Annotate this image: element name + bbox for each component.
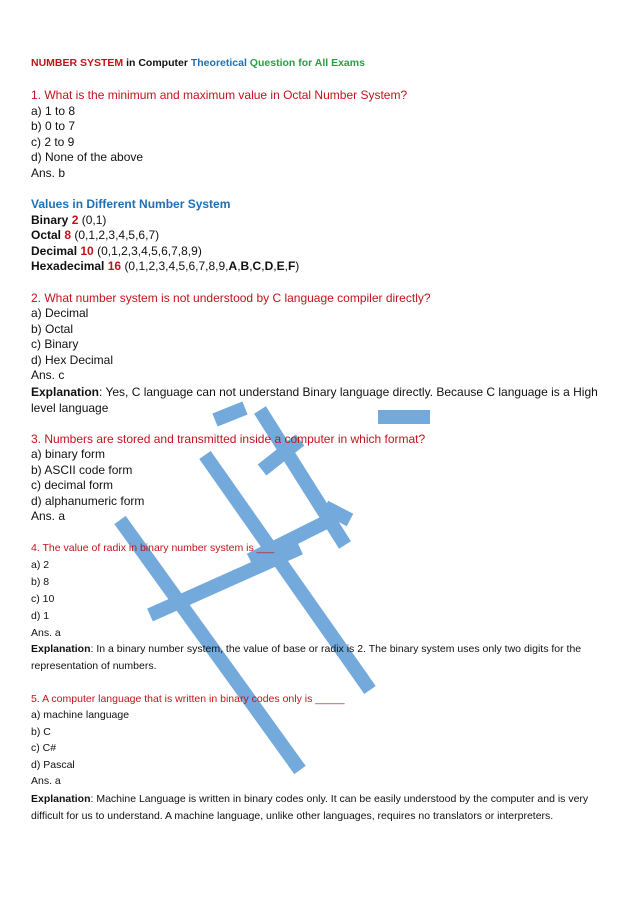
question-4: 4. The value of radix in binary number system is ___ — [31, 542, 275, 554]
hex-letter: B — [240, 259, 250, 273]
q2-option-b: b) Octal — [31, 322, 74, 336]
q3-answer: Ans. a — [31, 509, 66, 523]
q5-option-c: c) C# — [31, 742, 57, 754]
value-base: 2 — [71, 213, 79, 227]
value-digits: (0,1,2,3,4,5,6,7) — [74, 228, 160, 242]
q1-answer: Ans. b — [31, 166, 66, 180]
document-title — [31, 56, 365, 71]
hex-letter: E — [276, 259, 285, 273]
q2-option-c: c) Binary — [31, 337, 79, 351]
explanation-text: : In a binary number system, the value of base or radix is 2. The binary system uses only two digits for the representation of numbers. — [31, 643, 582, 672]
q4-option-d: d) 1 — [31, 610, 50, 622]
q1-option-d: d) None of the above — [31, 150, 144, 164]
explanation-label: Explanation — [31, 385, 100, 399]
q5-option-b: b) C — [31, 726, 51, 738]
explanation-label: Explanation — [31, 643, 91, 655]
value-name: Octal — [31, 228, 62, 242]
q2-option-a: a) Decimal — [31, 306, 89, 320]
value-digits: (0,1,2,3,4,5,6,7,8,9) — [97, 244, 202, 258]
value-base: 10 — [80, 244, 94, 258]
hex-letter: F — [287, 259, 296, 273]
value-base: 8 — [64, 228, 72, 242]
q5-answer: Ans. a — [31, 775, 61, 787]
question-5: 5. A computer language that is written in binary codes only is _____ — [31, 693, 345, 705]
explanation-text: : Yes, C language can not understand Binary language directly. Because C language is a High level language — [31, 385, 598, 415]
q5-option-a: a) machine language — [31, 709, 130, 721]
hex-letter: D — [264, 259, 274, 273]
value-digits: (0,1) — [81, 213, 107, 227]
value-name: Decimal — [31, 244, 78, 258]
title-theoretical: Theoretical — [190, 57, 247, 69]
q4-answer: Ans. a — [31, 627, 61, 639]
hex-letter: A — [228, 259, 238, 273]
title-topic: NUMBER SYSTEM — [31, 57, 124, 69]
q1-option-c: c) 2 to 9 — [31, 135, 75, 149]
q2-answer: Ans. c — [31, 368, 65, 382]
value-row-hexadecimal: Hexadecimal 16 (0,1,2,3,4,5,6,7,8,9,A,B,C,D,E,F) — [31, 259, 300, 273]
q5-option-d: d) Pascal — [31, 759, 75, 771]
q3-option-a: a) binary form — [31, 447, 106, 461]
q3-option-c: c) decimal form — [31, 478, 114, 492]
question-2: 2. What number system is not understood by C language compiler directly? — [31, 291, 431, 305]
question-1: 1. What is the minimum and maximum value in Octal Number System? — [31, 88, 408, 102]
value-name: Binary — [31, 213, 69, 227]
explanation-text: : Machine Language is written in binary codes only. It can be easily understood by the computer and is very difficult for us to understand. A machine language, unlike other languages, requires no translators or interpreters. — [31, 793, 589, 822]
q3-option-b: b) ASCII code form — [31, 463, 133, 477]
q1-option-b: b) 0 to 7 — [31, 119, 76, 133]
q1-option-a: a) 1 to 8 — [31, 104, 76, 118]
q4-option-b: b) 8 — [31, 576, 50, 588]
question-3: 3. Numbers are stored and transmitted inside a computer in which format? — [31, 432, 426, 446]
q4-option-a: a) 2 — [31, 559, 50, 571]
value-base: 16 — [107, 259, 122, 273]
value-row-decimal — [31, 244, 202, 259]
q4-explanation — [31, 641, 603, 675]
q4-option-c: c) 10 — [31, 593, 55, 605]
q3-option-d: d) alphanumeric form — [31, 494, 145, 508]
title-suffix: Question for All Exams — [246, 57, 365, 69]
value-name: Hexadecimal — [31, 259, 105, 273]
values-heading: Values in Different Number System — [31, 197, 231, 211]
q2-explanation — [31, 384, 603, 416]
title-middle: in Computer — [123, 57, 191, 69]
explanation-label: Explanation — [31, 793, 91, 805]
value-row-octal — [31, 228, 159, 243]
q2-option-d: d) Hex Decimal — [31, 353, 114, 367]
value-digits: (0,1,2,3,4,5,6,7,8,9, — [124, 259, 229, 273]
hex-letter: C — [252, 259, 262, 273]
q5-explanation — [31, 791, 603, 825]
value-row-binary — [31, 213, 106, 228]
